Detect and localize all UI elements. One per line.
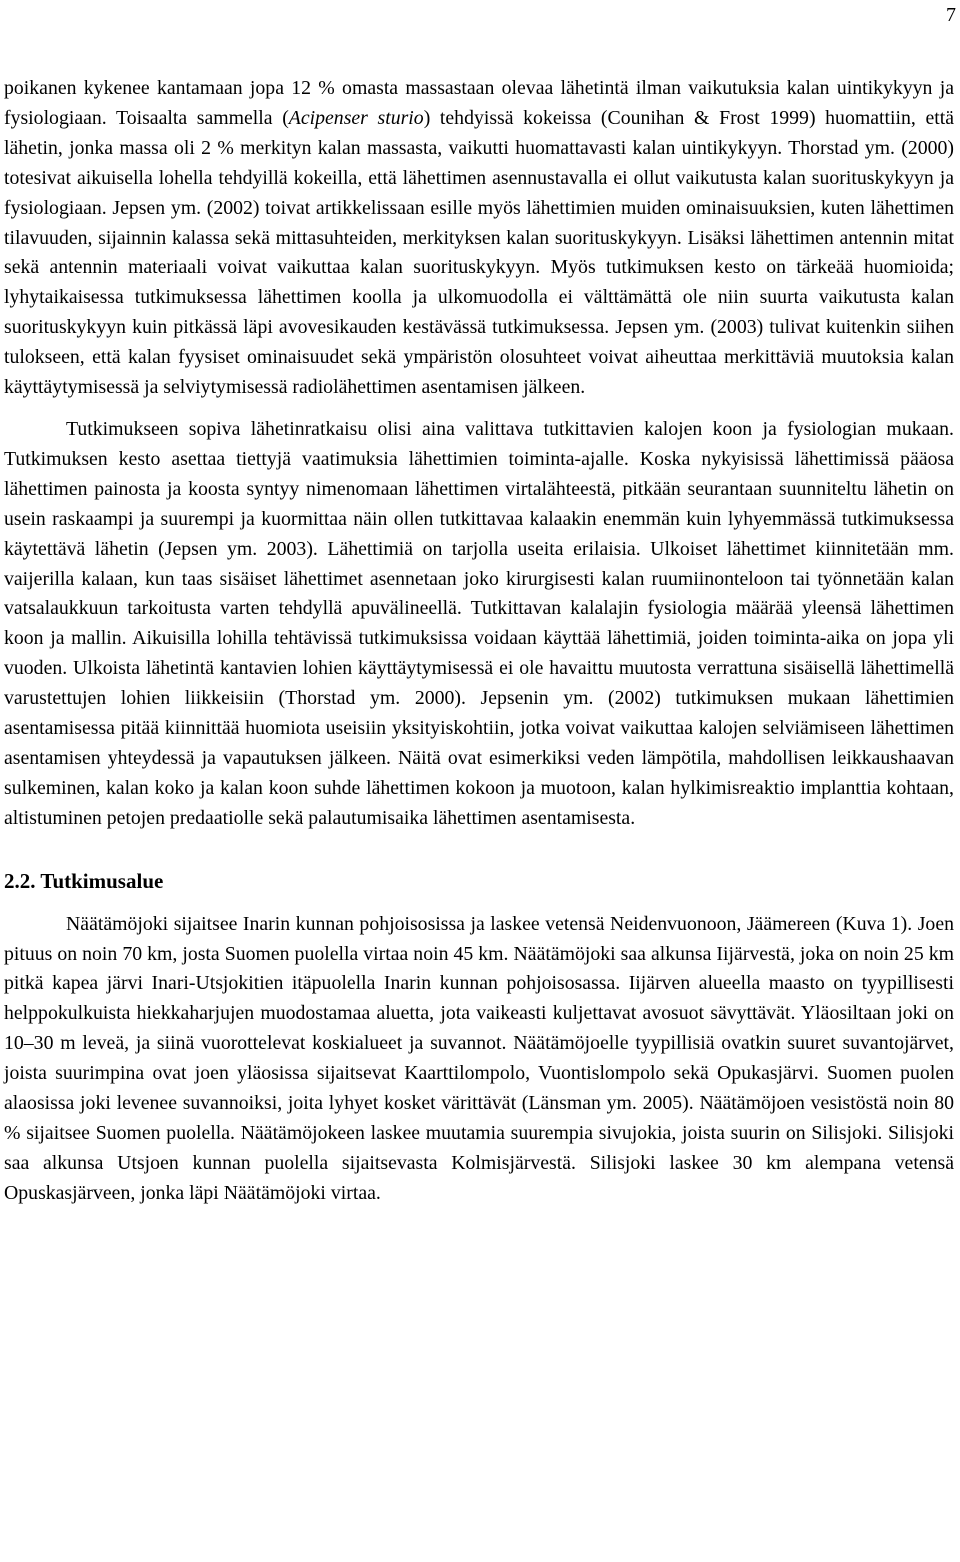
paragraph-2: Tutkimukseen sopiva lähetinratkaisu olisi aina valittava tutkittavien kalojen koon ja fysiologian mukaan. Tutkimuksen kesto asettaa tiettyjä vaatimuksia lähettimien toiminta-ajalle. Koska nykyisissä lähettimissä pääosa lähettimen painosta ja koosta syntyy nimenomaan lähettimen virtalähteestä, pitkään seurantaan suunniteltu lähetin on usein raskaampi ja suurempi ja kuormittaa näin ollen tutkittavaa kalaakin enemmän kuin lyhyemmässä tutkimuksessa käytettävä lähetin (Jepsen ym. 2003). Lähettimiä on tarjolla useita erilaisia. Ulkoiset lähettimet kiinnitetään mm. vaijerilla kalaan, kun taas sisäiset lähettimet asennetaan joko kirurgisesti kalan ruumiinonteloon tai työnnetään kalan vatsalaukkuun tarkoitusta varten tehdyllä apuvälineellä. Tutkittavan kalalajin fysiologia määrää yleensä lähettimen koon ja mallin. Aikuisilla lohilla tehtävissä tutkimuksissa voidaan käyttää lähettimiä, joiden toiminta-aika on jopa yli vuoden. Ulkoista lähetintä kantavien lohien käyttäytymisessä ei ole havaittu muutosta verrattuna sisäisellä lähettimellä varustettujen lohien liikkeisiin (Thorstad ym. 2000). Jepsenin ym. (2002) tutkimuksen mukaan lähettimien asentamisessa pitää kiinnittää huomiota useisiin yksityiskohtiin, jotka voivat vaikuttaa kalojen selviämiseen lähettimen asentamisen yhteydessä ja vapautuksen jälkeen. Näitä ovat esimerkiksi veden lämpötila, mahdollisen leikkaushaavan sulkeminen, kalan koko ja kalan koon suhde lähettimen kokoon ja muotoon, kalan hylkimisreaktio implanttia kohtaan, altistuminen petojen predaatiolle sekä palautumisaika lähettimen asentamisesta. <box>4 417 954 829</box>
paragraph-1 <box>4 74 954 403</box>
paragraph-1-text-b: ) tehdyissä kokeissa (Counihan & Frost 1999) huomattiin, että lähetin, jonka massa oli 2 % merkityn kalan massasta, vaikutti huomattavasti kalan uintikykyyn. Thorstad ym. (2000) totesivat aikuisella lohella tehdyillä kokeilla, että lähettimen asennustavalla ei ollut vaikutusta kalan suorituskykyyn ja fysiologiaan. Jepsen ym. (2002) toivat artikkelissaan esille myös lähettimien muiden ominaisuuksien, kuten lähettimen tilavuuden, sijainnin kalassa sekä mittasuhteiden, merkityksen kalan suorituskykyyn. Lisäksi lähettimen antennin mitat sekä antennin materiaali voivat vaikuttaa kalan suorituskykyyn. Myös tutkimuksen kesto on tärkeää huomioida; lyhytaikaisessa tutkimuksessa lähettimen koolla ja ulkomuodolla ei välttämättä ole niin suurta vaikutusta kalan suorituskykyyn kuin pitkässä läpi avovesikauden kestävässä tutkimuksessa. Jepsen ym. (2003) tulivat kuitenkin siihen tulokseen, että kalan fyysiset ominaisuudet sekä ympäristön olosuhteet voivat aiheuttaa merkittäviä muutoksia kalan käyttäytymisessä ja selviytymisessä radiolähettimen asentamisen jälkeen. <box>4 106 954 399</box>
paragraph-1-text-a: poikanen kykenee kantamaan jopa 12 % omasta massastaan olevaa lähetintä ilman vaikutuksia kalan uintikykyyn ja fysiologiaan. Toisaalta sammella ( <box>4 77 954 129</box>
species-name: Acipenser sturio <box>288 106 424 129</box>
paragraph-3: Näätämöjoki sijaitsee Inarin kunnan pohjoisosissa ja laskee vetensä Neidenvuonoon, Jäämereen (Kuva 1). Joen pituus on noin 70 km, josta Suomen puolella virtaa noin 45 km. Näätämöjoki saa alkunsa Iijärvestä, joka on noin 25 km pitkä kapea järvi Inari-Utsjokitien itäpuolella Inarin kunnan pohjoisosassa. Iijärven alueella maasto on tyypillisesti helppokulkuista hiekkaharjujen muodostamaa aluetta, jota vaikeasti kuljettavat avosuot sävyttävät. Yläosiltaan joki on 10–30 m leveä, ja siinä vuorottelevat koskialueet ja suvannot. Näätämöjoelle tyypillisiä ovatkin suuret suvantojärvet, joista suurimpina ovat joen yläosissa sijaitsevat Kaarttilompolo, Vuontislompolo sekä Opukasjärvi. Suomen puolen alaosissa joki levenee suvannoiksi, joita lyhyet kosket värittävät (Länsman ym. 2005). Näätämöjoen vesistöstä noin 80 % sijaitsee Suomen puolella. Näätämöjokeen laskee muutamia suurempia sivujokia, joista suurin on Silisjoki. Silisjoki saa alkunsa Utsjoen kunnan puolella sijaitsevasta Kolmisjärvestä. Silisjoki laskee 30 km alempana vetensä Opuskasjärveen, jonka läpi Näätämöjoki virtaa. <box>4 912 954 1204</box>
section-heading: 2.2. Tutkimusalue <box>4 868 164 893</box>
page-number: 7 <box>946 4 956 26</box>
document-body <box>4 74 954 1209</box>
